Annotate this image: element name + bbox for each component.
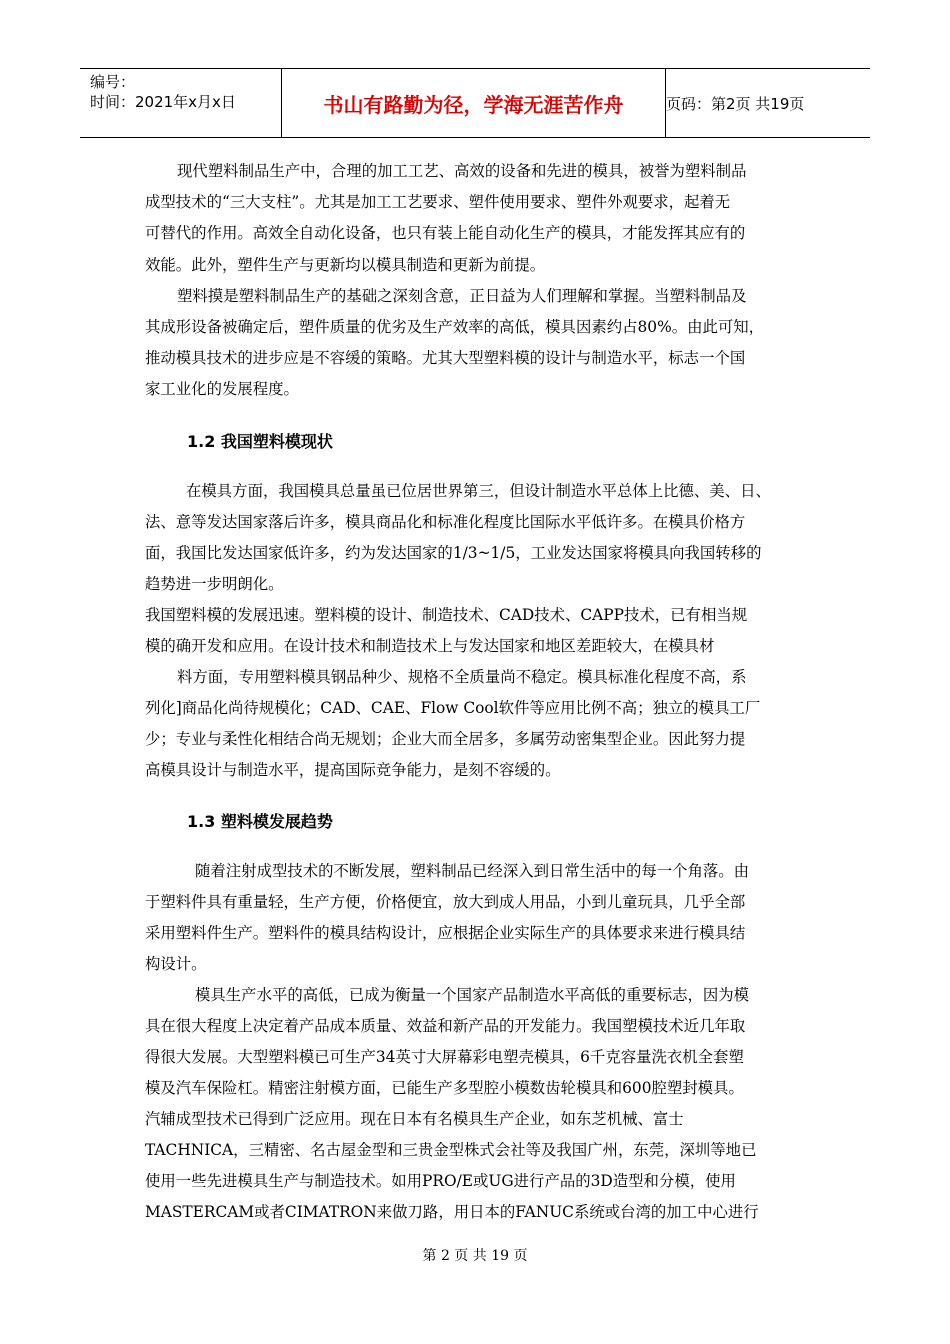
text-line: 得很大发展。大型塑料模已可生产34英寸大屏幕彩电塑壳模具，6千克容量洗衣机全套塑 — [145, 1048, 744, 1066]
header-motto-cell — [282, 69, 666, 137]
page-footer: 第 2 页 共 19 页 — [422, 1248, 528, 1264]
text-line: 模具生产水平的高低，已成为衡量一个国家产品制造水平高低的重要标志，因为模 — [195, 986, 750, 1004]
text-line: 现代塑料制品生产中，合理的加工工艺、高效的设备和先进的模具，被誉为塑料制品 — [177, 162, 747, 180]
text-line: 面，我国比发达国家低许多，约为发达国家的1/3~1/5，工业发达国家将模具向我国转移的 — [145, 544, 762, 562]
text-line: 列化]商品化尚待规模化；CAD、CAE、Flow Cool软件等应用比例不高；独立的模具工厂 — [145, 699, 761, 717]
text-line: 在模具方面，我国模具总量虽已位居世界第三，但设计制造水平总体上比德、美、日、 — [186, 482, 771, 500]
doc-date: 时间：2021年x月x日 — [90, 93, 236, 111]
section-heading-1-3: 1.3 塑料模发展趋势 — [187, 812, 333, 831]
text-line: 料方面，专用塑料模具钢品种少、规格不全质量尚不稳定。模具标准化程度不高，系 — [177, 668, 747, 686]
text-line: MASTERCAM或者CIMATRON来做刀路，用日本的FANUC系统或台湾的加工中心进行 — [145, 1203, 759, 1221]
text-line: TACHNICA，三精密、名古屋金型和三贵金型株式会社等及我国广州，东莞，深圳等地已 — [145, 1141, 757, 1159]
text-line: 汽辅成型技术已得到广泛应用。现在日本有名模具生产企业，如东芝机械、富士 — [145, 1110, 684, 1128]
text-line: 其成形设备被确定后，塑件质量的优劣及生产效率的高低，模具因素约占80%。由此可知， — [145, 318, 765, 336]
text-line: 我国塑料模的发展迅速。塑料模的设计、制造技术、CAD技术、CAPP技术，已有相当规 — [145, 606, 748, 624]
text-line: 少；专业与柔性化相结合尚无规划；企业大而全居多，多属劳动密集型企业。因此努力提 — [145, 730, 746, 748]
text-line: 塑料摸是塑料制品生产的基础之深刻含意，正日益为人们理解和掌握。当塑料制品及 — [177, 287, 747, 305]
page-header — [80, 68, 870, 138]
text-line: 构设计。 — [145, 955, 207, 973]
text-line: 趋势进一步明朗化。 — [145, 575, 284, 593]
header-meta-cell — [80, 69, 282, 137]
text-line: 法、意等发达国家落后许多，模具商品化和标准化程度比国际水平低许多。在模具价格方 — [145, 513, 746, 531]
text-line: 使用一些先进模具生产与制造技术。如用PRO/E或UG进行产品的3D造型和分模，使用 — [145, 1172, 736, 1190]
text-line: 可替代的作用。高效全自动化设备，也只有装上能自动化生产的模具，才能发挥其应有的 — [145, 224, 746, 242]
header-motto: 书山有路勤为径，学海无涯苦作舟 — [323, 92, 624, 117]
text-line: 随着注射成型技术的不断发展，塑料制品已经深入到日常生活中的每一个角落。由 — [195, 862, 750, 880]
text-line: 推动模具技术的进步应是不容缓的策略。尤其大型塑料模的设计与制造水平，标志一个国 — [145, 349, 746, 367]
text-line: 具在很大程度上决定着产品成本质量、效益和新产品的开发能力。我国塑模技术近几年取 — [145, 1017, 746, 1035]
text-line: 高模具设计与制造水平，提高国际竞争能力，是刻不容缓的。 — [145, 761, 561, 779]
doc-number-label: 编号： — [90, 73, 136, 91]
text-line: 采用塑料件生产。塑料件的模具结构设计，应根据企业实际生产的具体要求来进行模具结 — [145, 924, 746, 942]
text-line: 家工业化的发展程度。 — [145, 380, 299, 398]
section-heading-1-2: 1.2 我国塑料模现状 — [187, 432, 333, 451]
text-line: 模的确开发和应用。在设计技术和制造技术上与发达国家和地区差距较大，在模具材 — [145, 637, 715, 655]
text-line: 效能。此外，塑件生产与更新均以模具制造和更新为前提。 — [145, 256, 546, 274]
text-line: 模及汽车保险杠。精密注射模方面，已能生产多型腔小模数齿轮模具和600腔塑封模具。 — [145, 1079, 744, 1097]
text-line: 成型技术的“三大支柱”。尤其是加工工艺要求、塑件使用要求、塑件外观要求，起着无 — [145, 193, 731, 211]
header-page-info: 页码：第2页 共19页 — [666, 94, 805, 113]
text-line: 于塑料件具有重量轻，生产方便，价格便宜，放大到成人用品，小到儿童玩具，几乎全部 — [145, 893, 746, 911]
header-page-cell — [666, 69, 870, 137]
